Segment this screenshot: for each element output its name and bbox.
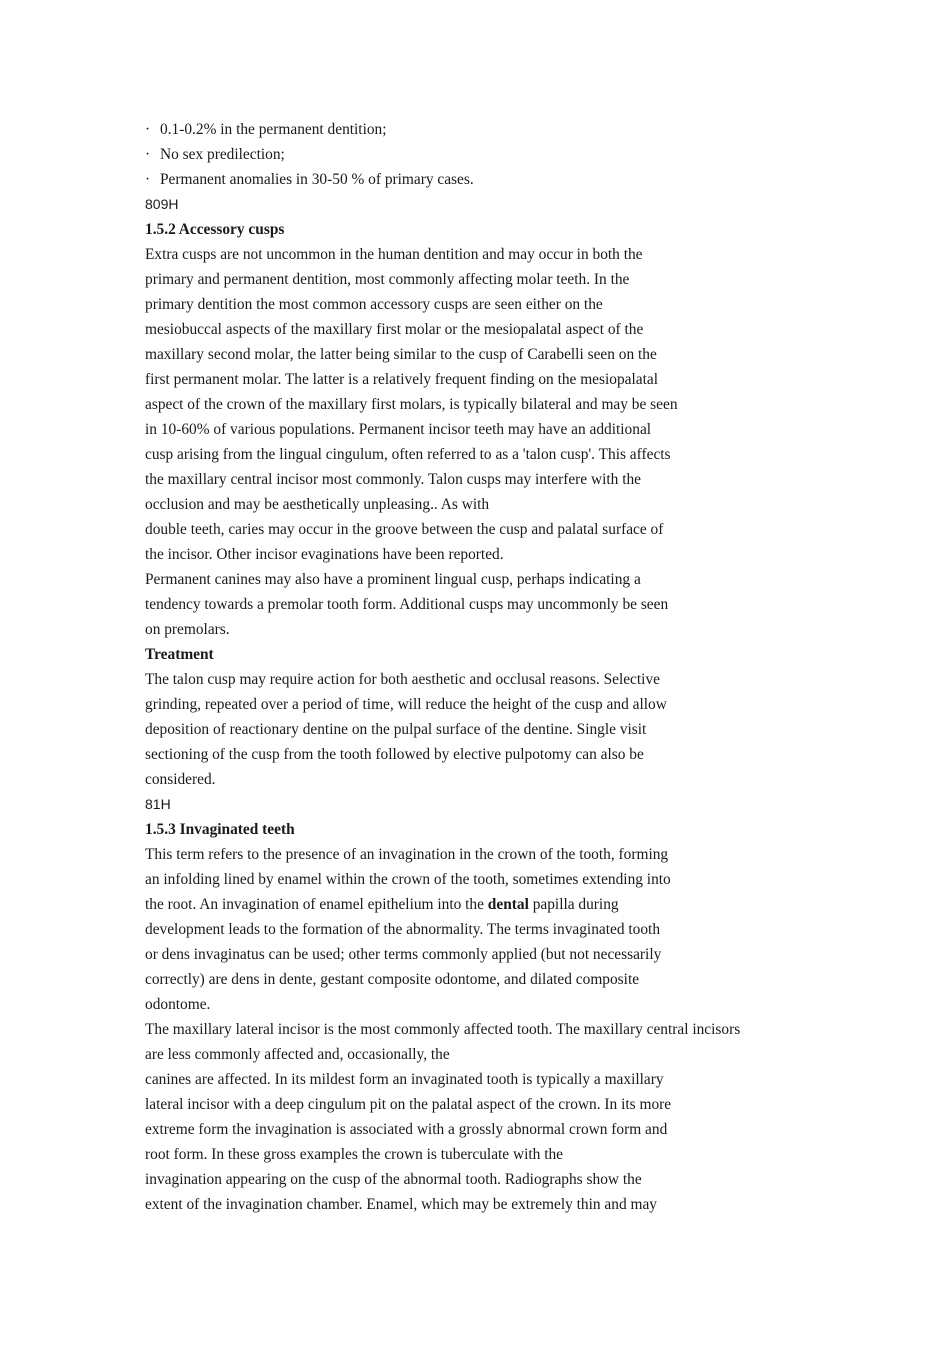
text-line: lateral incisor with a deep cingulum pit on the palatal aspect of the crown. In its more [145, 1096, 672, 1113]
bold-term: dental [487, 896, 529, 913]
text-line: on premolars. [145, 621, 230, 638]
bullet-item: · Permanent anomalies in 30-50 % of primary cases. [145, 167, 825, 192]
section-heading: 1.5.3 Invaginated teeth [145, 821, 295, 838]
text-line: aspect of the crown of the maxillary first molars, is typically bilateral and may be seen [145, 396, 678, 413]
text-line: invagination appearing on the cusp of the abnormal tooth. Radiographs show the [145, 1171, 642, 1188]
bullet-marker: · [145, 121, 151, 138]
bullet-item: · No sex predilection; [145, 142, 825, 167]
subsection-heading: Treatment [145, 646, 214, 663]
text-line: in 10-60% of various populations. Permanent incisor teeth may have an additional [145, 421, 652, 438]
text-line: Extra cusps are not uncommon in the human dentition and may occur in both the [145, 246, 643, 263]
text-line: extreme form the invagination is associated with a grossly abnormal crown form and [145, 1121, 668, 1138]
text-line: development leads to the formation of the abnormality. The terms invaginated tooth [145, 921, 661, 938]
section-body [145, 842, 825, 1217]
treatment-body [145, 667, 825, 792]
document-page [145, 117, 825, 1217]
section-body [145, 242, 825, 642]
text-line: double teeth, caries may occur in the groove between the cusp and palatal surface of [145, 521, 664, 538]
text-line: first permanent molar. The latter is a relatively frequent finding on the mesiopalatal [145, 371, 658, 388]
bullet-item: · 0.1-0.2% in the permanent dentition; [145, 117, 825, 142]
bullet-marker: · [145, 146, 151, 163]
text-line: correctly) are dens in dente, gestant composite odontome, and dilated composite [145, 971, 640, 988]
text-line: the maxillary central incisor most commonly. Talon cusps may interfere with the [145, 471, 641, 488]
text-line: considered. [145, 771, 216, 788]
text-line: tendency towards a premolar tooth form. Additional cusps may uncommonly be seen [145, 596, 669, 613]
text-line: occlusion and may be aesthetically unpleasing.. As with [145, 496, 490, 513]
text-line: or dens invaginatus can be used; other terms commonly applied (but not necessarily [145, 946, 662, 963]
text-line: extent of the invagination chamber. Enamel, which may be extremely thin and may [145, 1196, 658, 1213]
text-line: This term refers to the presence of an invagination in the crown of the tooth, forming [145, 846, 669, 863]
text-line: are less commonly affected and, occasionally, the [145, 1046, 450, 1063]
text-line: grinding, repeated over a period of time, will reduce the height of the cusp and allow [145, 696, 667, 713]
text-line: deposition of reactionary dentine on the pulpal surface of the dentine. Single visit [145, 721, 647, 738]
text-line: the incisor. Other incisor evaginations have been reported. [145, 546, 504, 563]
text-line: maxillary second molar, the latter being similar to the cusp of Carabelli seen on the [145, 346, 657, 363]
section-heading: 1.5.2 Accessory cusps [145, 221, 285, 238]
bullet-marker: · [145, 171, 151, 188]
text-line: The maxillary lateral incisor is the most commonly affected tooth. The maxillary central incisors [145, 1021, 741, 1038]
text-line: primary and permanent dentition, most commonly affecting molar teeth. In the [145, 271, 630, 288]
text-line: sectioning of the cusp from the tooth followed by elective pulpotomy can also be [145, 746, 644, 763]
text-line: primary dentition the most common accessory cusps are seen either on the [145, 296, 603, 313]
text-line: the root. An invagination of enamel epithelium into the dental papilla during [145, 896, 619, 913]
text-line: cusp arising from the lingual cingulum, often referred to as a 'talon cusp'. This affects [145, 446, 671, 463]
text-line: The talon cusp may require action for both aesthetic and occlusal reasons. Selective [145, 671, 660, 688]
text-line: an infolding lined by enamel within the crown of the tooth, sometimes extending into [145, 871, 671, 888]
text-line: mesiobuccal aspects of the maxillary first molar or the mesiopalatal aspect of the [145, 321, 644, 338]
text-line: canines are affected. In its mildest form an invaginated tooth is typically a maxillary [145, 1071, 664, 1088]
text-line: Permanent canines may also have a prominent lingual cusp, perhaps indicating a [145, 571, 641, 588]
page-code: 81H [145, 796, 171, 812]
page-code: 809H [145, 196, 179, 212]
bullet-list [145, 117, 825, 192]
text-line: odontome. [145, 996, 211, 1013]
text-line: root form. In these gross examples the crown is tuberculate with the [145, 1146, 563, 1163]
